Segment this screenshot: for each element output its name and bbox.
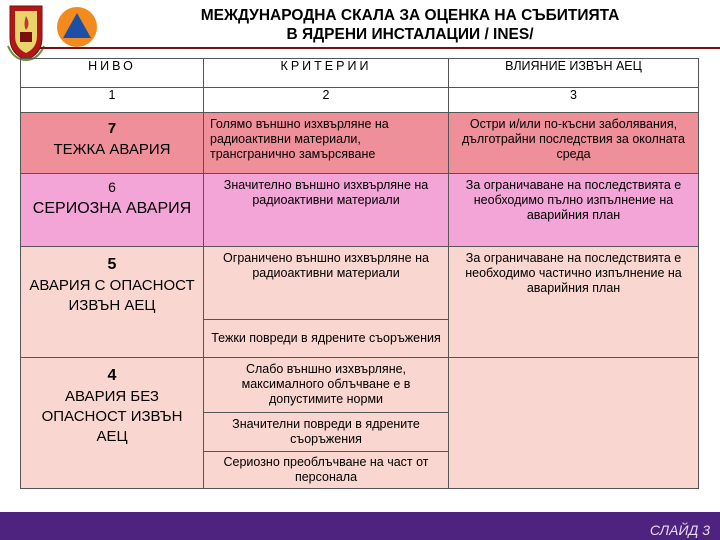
- header-criteria: КРИТЕРИИ: [204, 59, 449, 88]
- level-cell: [21, 174, 204, 247]
- table-row-level-7: [21, 113, 699, 174]
- column-number-row: [21, 88, 699, 113]
- level-name: АВАРИЯ БЕЗ ОПАСНОСТ ИЗВЪН АЕЦ: [41, 388, 183, 445]
- level-name: ТЕЖКА АВАРИЯ: [53, 141, 171, 158]
- level-cell: [21, 113, 204, 174]
- header-level: НИВО: [21, 59, 204, 88]
- fire-safety-crest-icon: [6, 2, 46, 62]
- table-row-level-6: [21, 174, 699, 247]
- level-number: 7: [107, 120, 117, 137]
- level-name: СЕРИОЗНА АВАРИЯ: [32, 200, 192, 217]
- header-row: [21, 59, 699, 88]
- column-number: 3: [449, 88, 699, 113]
- header-impact: ВЛИЯНИЕ ИЗВЪН АЕЦ: [449, 59, 699, 88]
- criteria-cell: Значително външно изхвърляне на радиоактивни материали: [204, 174, 449, 247]
- impact-cell: [449, 358, 699, 489]
- criteria-cell: Тежки повреди в ядрените съоръжения: [204, 319, 449, 357]
- level-cell: [21, 247, 204, 358]
- impact-cell: За ограничаване на последствията е необходимо пълно изпълнение на аварийния план: [449, 174, 699, 247]
- criteria-cell: Сериозно преоблъчване на част от персонала: [204, 452, 449, 489]
- title-line-2: В ЯДРЕНИ ИНСТАЛАЦИИ / INES/: [286, 26, 534, 43]
- title-line-1: МЕЖДУНАРОДНА СКАЛА ЗА ОЦЕНКА НА СЪБИТИЯТА: [200, 7, 620, 24]
- column-number: 1: [21, 88, 204, 113]
- level-name: АВАРИЯ С ОПАСНОСТ ИЗВЪН АЕЦ: [29, 277, 195, 314]
- level-cell: [21, 358, 204, 489]
- criteria-cell: Ограничено външно изхвърляне на радиоактивни материали: [204, 247, 449, 320]
- impact-cell: За ограничаване на последствията е необходимо частично изпълнение на аварийния план: [449, 247, 699, 358]
- criteria-cell: Значителни повреди в ядрените съоръжения: [204, 413, 449, 452]
- slide-label: СЛАЙД 3: [649, 522, 710, 538]
- civil-protection-icon: [56, 6, 98, 48]
- footer-bar: [0, 512, 720, 540]
- impact-cell: Остри и/или по-късни заболявания, дълготрайни последствия за околната среда: [449, 113, 699, 174]
- table-row-level-5: [21, 247, 699, 320]
- level-number: 4: [107, 367, 117, 384]
- criteria-cell: Голямо външно изхвърляне на радиоактивни материали, трансгранично замърсяване: [204, 113, 449, 174]
- table-row-level-4: [21, 358, 699, 413]
- column-number: 2: [204, 88, 449, 113]
- level-number: 5: [107, 256, 117, 273]
- criteria-cell: Слабо външно изхвърляне, максималного облъчване е в допустимите норми: [204, 358, 449, 413]
- page-title: [110, 6, 710, 44]
- title-divider: [40, 47, 720, 49]
- level-number: 6: [108, 179, 116, 195]
- ines-table: [20, 58, 699, 489]
